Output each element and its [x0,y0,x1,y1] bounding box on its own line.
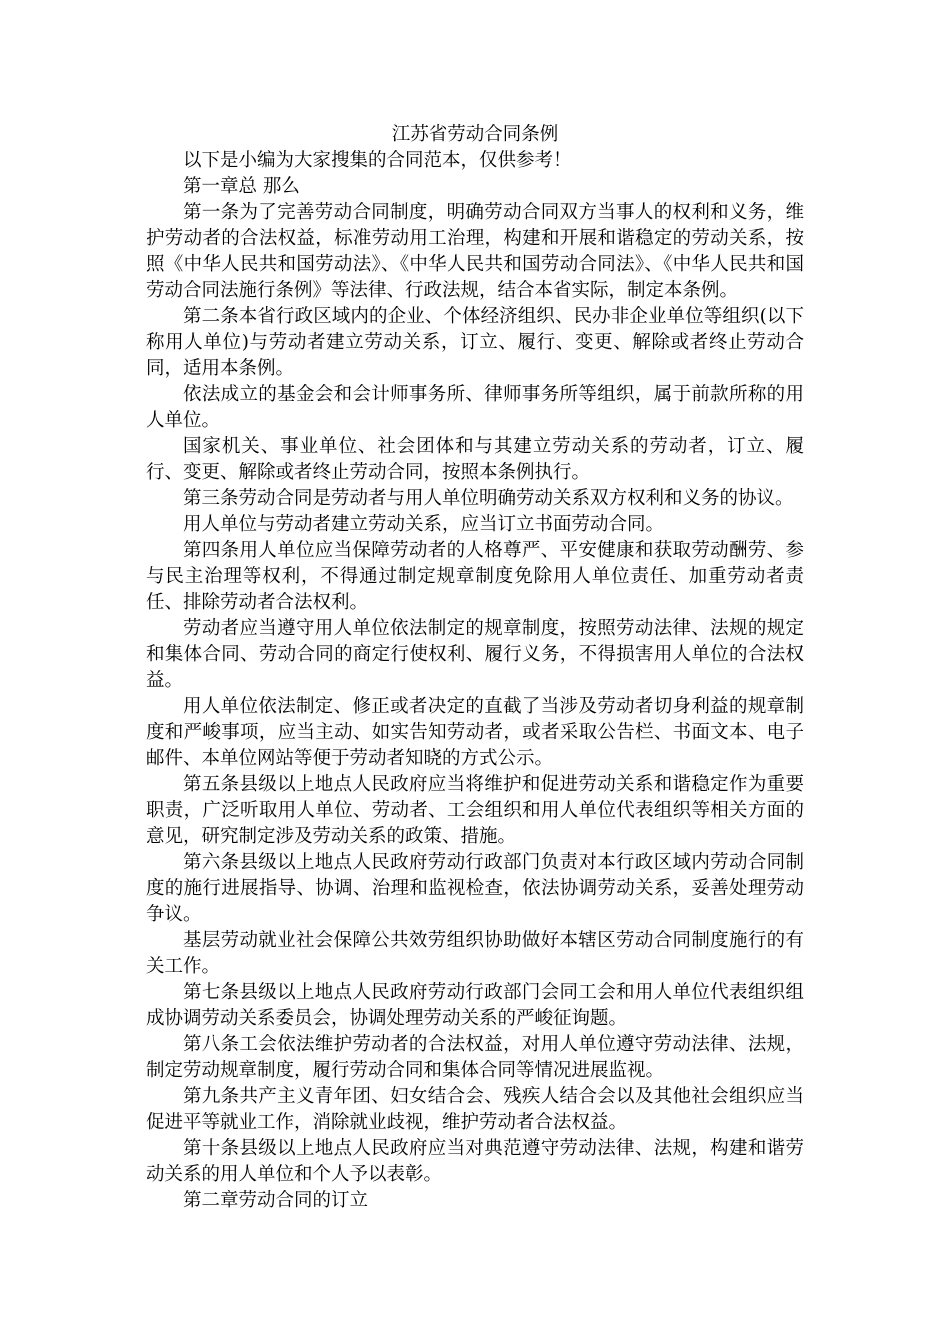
article-paragraph: 用人单位与劳动者建立劳动关系，应当订立书面劳动合同。 [183,514,665,535]
intro-note: 以下是小编为大家搜集的合同范本，仅供参考！ [183,150,572,171]
article-paragraph: 国家机关、事业单位、社会团体和与其建立劳动关系的劳动者，订立、履行、变更、解除或者终止劳动合同，按照本条例执行。 [146,436,804,483]
article-paragraph: 基层劳动就业社会保障公共效劳组织协助做好本辖区劳动合同制度施行的有关工作。 [146,930,804,977]
article-paragraph: 第一条为了完善劳动合同制度，明确劳动合同双方当事人的权利和义务，维护劳动者的合法权益，标准劳动用工治理，构建和开展和谐稳定的劳动关系，按照《中华人民共和国劳动法》、《中华人民共和国劳动合同法》、《中华人民共和国劳动合同法施行条例》等法律、行政法规，结合本省实际，制定本条例。 [146,202,804,301]
document-page [146,122,804,1214]
article-paragraph: 劳动者应当遵守用人单位依法制定的规章制度，按照劳动法律、法规的规定和集体合同、劳动合同的商定行使权利、履行义务，不得损害用人单位的合法权益。 [146,618,804,691]
article-paragraph: 第七条县级以上地点人民政府劳动行政部门会同工会和用人单位代表组织组成协调劳动关系委员会，协调处理劳动关系的严峻征询题。 [146,982,804,1029]
document-title: 江苏省劳动合同条例 [391,124,559,145]
article-paragraph: 第十条县级以上地点人民政府应当对典范遵守劳动法律、法规，构建和谐劳动关系的用人单位和个人予以表彰。 [146,1138,804,1185]
article-paragraph: 第五条县级以上地点人民政府应当将维护和促进劳动关系和谐稳定作为重要职责，广泛听取用人单位、劳动者、工会组织和用人单位代表组织等相关方面的意见，研究制定涉及劳动关系的政策、措施。 [146,774,804,847]
article-paragraph: 第八条工会依法维护劳动者的合法权益，对用人单位遵守劳动法律、法规，制定劳动规章制度，履行劳动合同和集体合同等情况进展监视。 [146,1034,804,1081]
chapter-heading: 第一章总 那么 [183,176,300,197]
chapter-heading: 第二章劳动合同的订立 [183,1190,369,1211]
article-paragraph: 第六条县级以上地点人民政府劳动行政部门负责对本行政区域内劳动合同制度的施行进展指导、协调、治理和监视检查，依法协调劳动关系，妥善处理劳动争议。 [146,852,804,925]
article-paragraph: 第二条本省行政区域内的企业、个体经济组织、民办非企业单位等组织(以下称用人单位)与劳动者建立劳动关系，订立、履行、变更、解除或者终止劳动合同，适用本条例。 [146,306,804,379]
article-paragraph: 第四条用人单位应当保障劳动者的人格尊严、平安健康和获取劳动酬劳、参与民主治理等权利，不得通过制定规章制度免除用人单位责任、加重劳动者责任、排除劳动者合法权利。 [146,540,804,613]
article-paragraph: 用人单位依法制定、修正或者决定的直截了当涉及劳动者切身利益的规章制度和严峻事项，应当主动、如实告知劳动者，或者采取公告栏、书面文本、电子邮件、本单位网站等便于劳动者知晓的方式公示。 [146,696,804,769]
article-paragraph: 第三条劳动合同是劳动者与用人单位明确劳动关系双方权利和义务的协议。 [183,488,794,509]
article-paragraph: 第九条共产主义青年团、妇女结合会、残疾人结合会以及其他社会组织应当促进平等就业工作，消除就业歧视，维护劳动者合法权益。 [146,1086,804,1133]
article-paragraph: 依法成立的基金会和会计师事务所、律师事务所等组织，属于前款所称的用人单位。 [146,384,804,431]
